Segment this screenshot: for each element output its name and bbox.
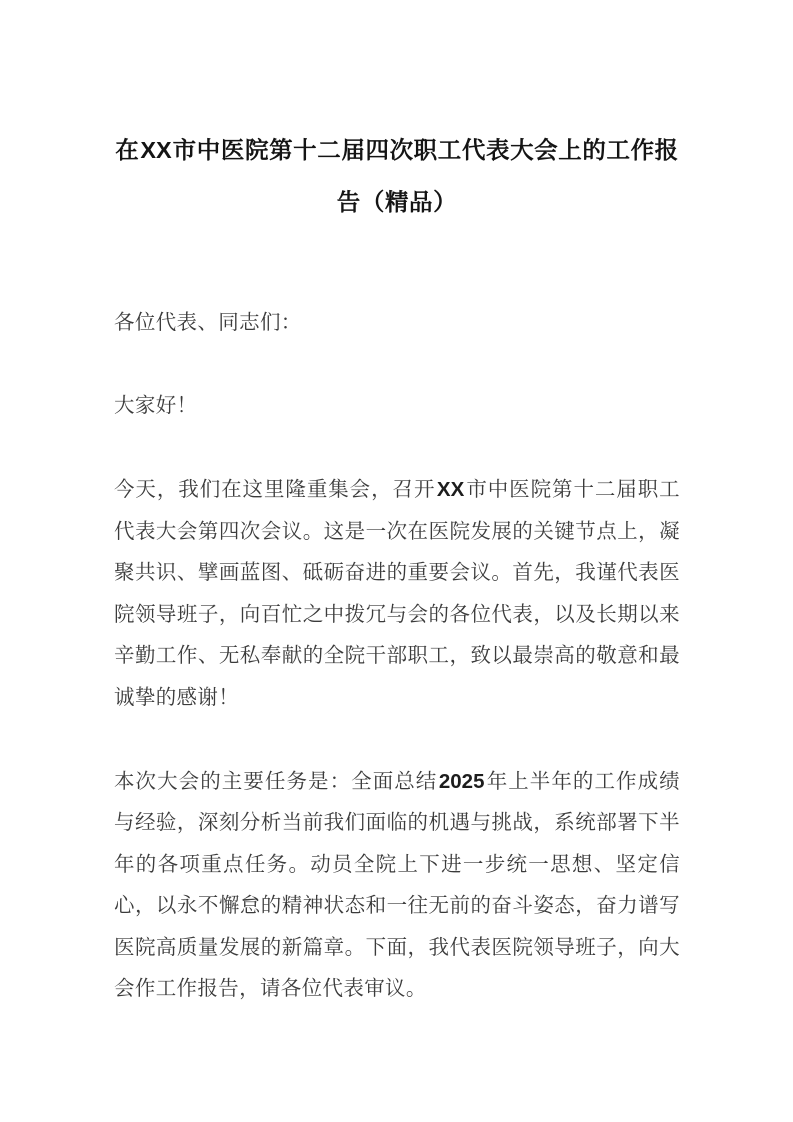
paragraph-spacer: [114, 345, 680, 387]
paragraph-opening: 今天，我们在这里隆重集会，召开XX市中医院第十二届职工代表大会第四次会议。这是一次在医院发展的关键节点上，凝聚共识、擘画蓝图、砥砺奋进的重要会议。首先，我谨代表医院领导班子，向百忙之中拨冗与会的各位代表，以及长期以来辛勤工作、无私奉献的全院干部职工，致以最崇高的敬意和最诚挚的感谢！: [114, 478, 681, 709]
document-text-column: [114, 0, 680, 1011]
paragraph-greeting: 大家好！: [114, 395, 198, 417]
title-to-body-spacer: [114, 229, 680, 303]
emphasized-token: 2025: [438, 769, 485, 793]
paragraph-salutation: 各位代表、同志们：: [114, 312, 302, 334]
document-title: 在XX市中医院第十二届四次职工代表大会上的工作报告（精品）: [115, 137, 679, 216]
emphasized-token: XX: [436, 478, 465, 501]
paragraph-spacer: [114, 719, 680, 761]
paragraph-tasks: 本次大会的主要任务是：全面总结2025年上半年的工作成绩与经验，深刻分析当前我们面临的机遇与挑战，系统部署下半年的各项重点任务。动员全院上下进一步统一思想、坚定信心，以永不懈怠的精神状态和一往无前的奋斗姿态，奋力谱写医院高质量发展的新篇章。下面，我代表医院领导班子，向大会作工作报告，请各位代表审议。: [114, 769, 681, 1000]
emphasized-token: XX: [140, 137, 172, 163]
paragraph-spacer: [114, 428, 680, 470]
